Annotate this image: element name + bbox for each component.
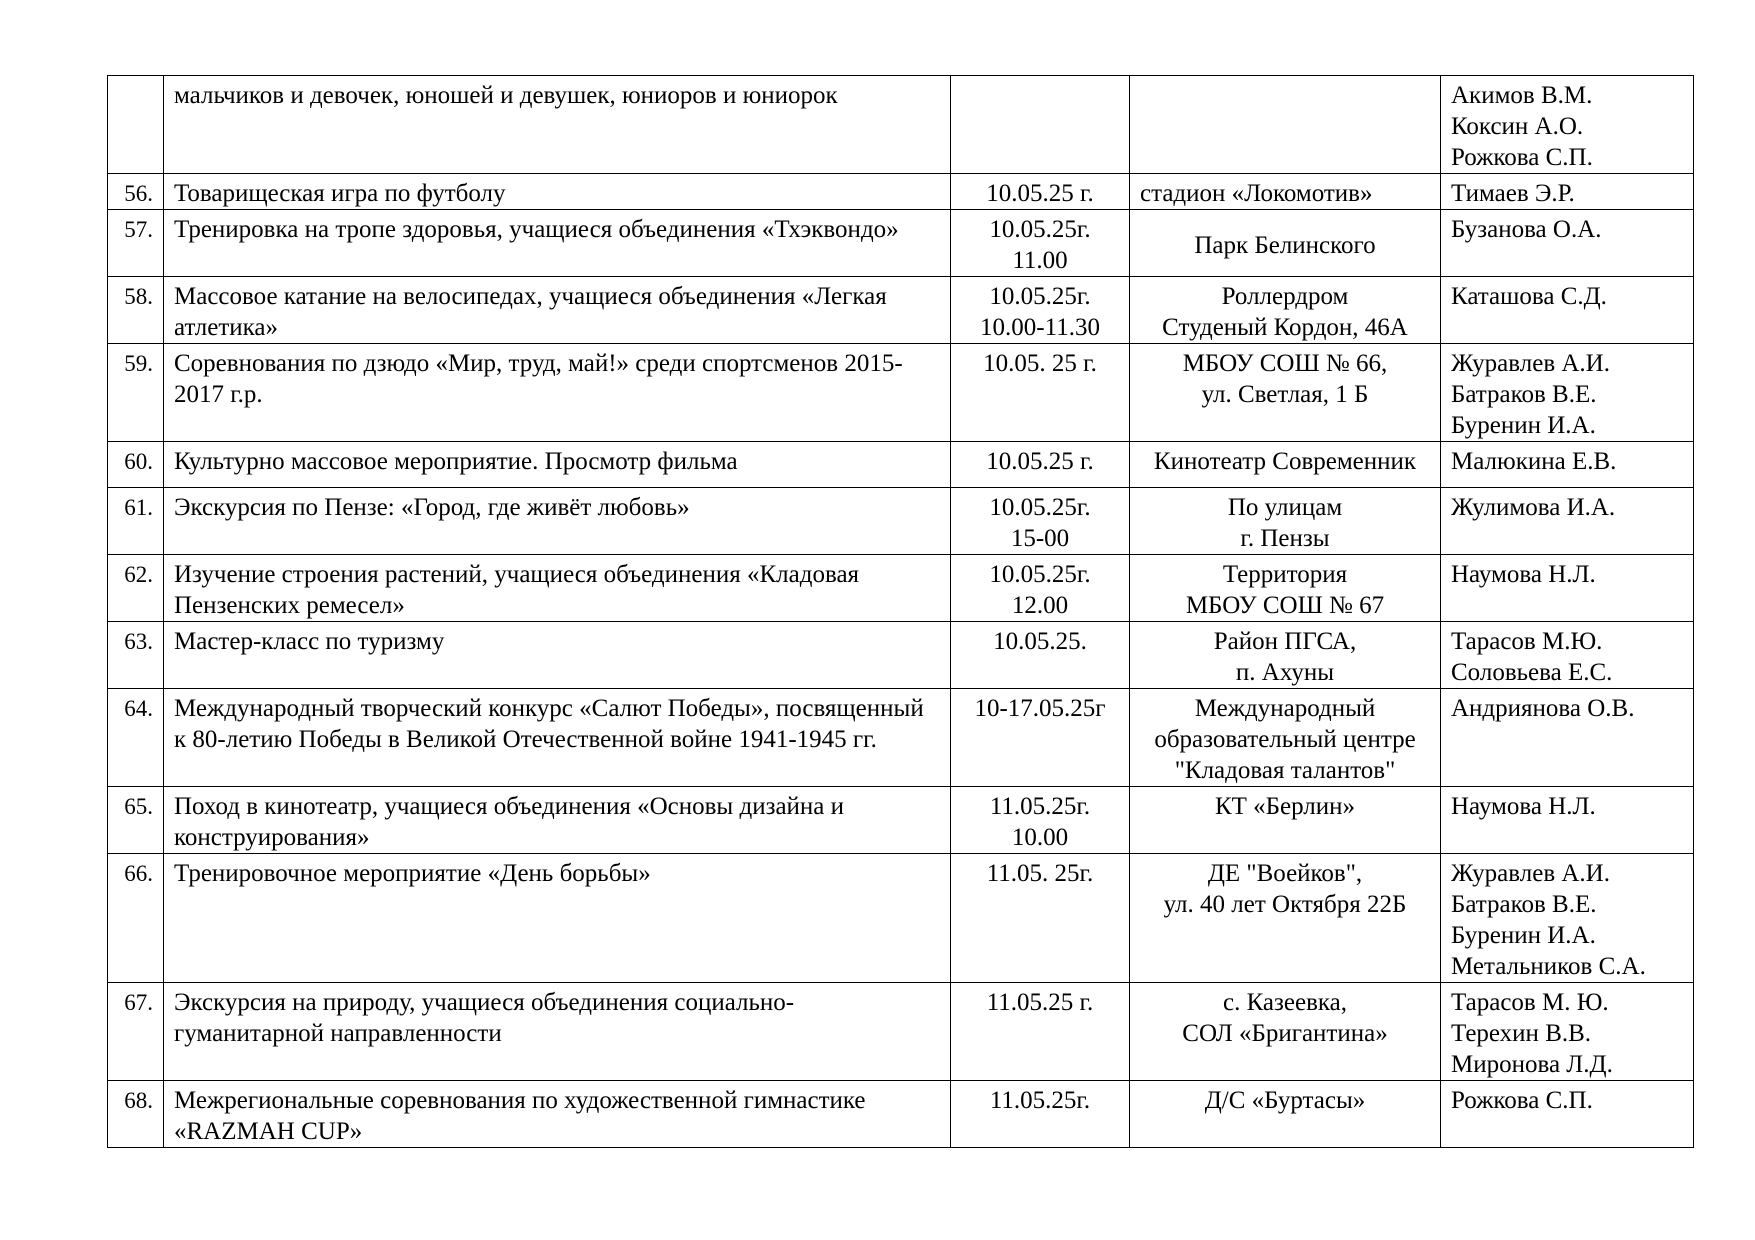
place-cell: [1130, 689, 1441, 787]
row-number-cell: 65.: [108, 787, 164, 854]
event-cell: [164, 689, 951, 787]
responsible-line: Журавлев А.И.: [1451, 350, 1610, 377]
responsible-line: Терехин В.В.: [1451, 1020, 1592, 1047]
responsible-cell: [1441, 854, 1694, 983]
event-line: Изучение строения растений, учащиеся объединения «Кладовая Пензенских ремесел»: [174, 561, 860, 619]
place-line: Район ПГСА,: [1213, 628, 1357, 655]
place-cell: [1130, 622, 1441, 689]
event-line: Мастер-класс по туризму: [174, 628, 445, 655]
place-cell: [1130, 442, 1441, 488]
event-cell: [164, 983, 951, 1081]
responsible-line: Буренин И.А.: [1451, 922, 1596, 949]
date-cell: [951, 555, 1130, 622]
responsible-cell: [1441, 76, 1694, 174]
responsible-cell: [1441, 622, 1694, 689]
responsible-line: Тарасов М.Ю.: [1451, 628, 1603, 655]
date-line: 10.05.25г.: [989, 561, 1091, 588]
date-cell: [951, 76, 1130, 174]
table-row: [108, 555, 1694, 622]
place-line: "Кладовая талантов": [1174, 757, 1396, 784]
event-cell: [164, 1081, 951, 1148]
place-line: г. Пензы: [1240, 525, 1330, 552]
place-line: МБОУ СОШ № 66,: [1182, 350, 1388, 377]
date-cell: [951, 622, 1130, 689]
event-cell: [164, 854, 951, 983]
row-number-cell: 59.: [108, 344, 164, 442]
events-table: [107, 75, 1694, 1148]
date-line: 11.00: [1012, 247, 1068, 274]
date-cell: [951, 488, 1130, 555]
responsible-line: Батраков В.Е.: [1451, 381, 1597, 408]
responsible-cell: [1441, 488, 1694, 555]
event-line: Культурно массовое мероприятие. Просмотр фильма: [174, 448, 738, 475]
event-line: Соревнования по дзюдо «Мир, труд, май!» среди спортсменов 2015-2017 г.р.: [174, 350, 903, 408]
date-line: 12.00: [1011, 592, 1069, 619]
responsible-line: Тарасов М. Ю.: [1451, 989, 1609, 1016]
row-number-cell: 68.: [108, 1081, 164, 1148]
event-line: Массовое катание на велосипедах, учащиеся объединения «Легкая атлетика»: [174, 283, 887, 341]
table-row: [108, 442, 1694, 488]
event-cell: [164, 174, 951, 210]
place-cell: [1130, 488, 1441, 555]
responsible-cell: [1441, 174, 1694, 210]
date-line: 10.05. 25 г.: [983, 350, 1097, 377]
date-line: 15-00: [1010, 525, 1070, 552]
date-line: 10.05.25.: [993, 628, 1087, 655]
table-row: [108, 174, 1694, 210]
place-line: Международный: [1194, 695, 1376, 722]
place-line: с. Казеевка,: [1222, 989, 1348, 1016]
table-row: [108, 854, 1694, 983]
responsible-line: Каташова С.Д.: [1451, 283, 1607, 310]
place-cell: [1130, 174, 1441, 210]
date-line: 10.05.25 г.: [986, 180, 1094, 207]
responsible-line: Малюкина Е.В.: [1451, 448, 1617, 475]
place-line: МБОУ СОШ № 67: [1185, 592, 1385, 619]
date-cell: [951, 442, 1130, 488]
place-line: п. Ахуны: [1235, 659, 1335, 686]
date-cell: [951, 210, 1130, 277]
responsible-cell: [1441, 210, 1694, 277]
table-row: [108, 689, 1694, 787]
place-cell: [1130, 1081, 1441, 1148]
date-line: 10.00: [1011, 824, 1069, 851]
place-line: СОЛ «Бригантина»: [1182, 1020, 1388, 1047]
place-line: стадион «Локомотив»: [1140, 180, 1373, 207]
place-line: Студеный Кордон, 46А: [1162, 314, 1408, 341]
event-line: Тренировочное мероприятие «День борьбы»: [174, 860, 651, 887]
date-line: 10.00-11.30: [980, 314, 1100, 341]
event-line: Экскурсия по Пензе: «Город, где живёт любовь»: [174, 494, 690, 521]
row-number-cell: 61.: [108, 488, 164, 555]
date-line: 10.05.25г.: [989, 216, 1091, 243]
responsible-line: Наумова Н.Л.: [1451, 793, 1596, 820]
date-line: 11.05.25г.: [989, 793, 1091, 820]
table-row: [108, 1081, 1694, 1148]
table-row: [108, 277, 1694, 344]
responsible-cell: [1441, 983, 1694, 1081]
place-cell: [1130, 854, 1441, 983]
event-line: Экскурсия на природу, учащиеся объединения социально-гуманитарной направленности: [174, 989, 795, 1047]
event-cell: [164, 442, 951, 488]
date-line: 10.05.25г.: [989, 494, 1091, 521]
date-line: 11.05.25г.: [989, 1087, 1091, 1114]
place-line: Парк Белинского: [1194, 231, 1376, 259]
events-table-body: [108, 76, 1694, 1148]
responsible-line: Рожкова С.П.: [1451, 1087, 1593, 1114]
responsible-cell: [1441, 689, 1694, 787]
responsible-cell: [1441, 442, 1694, 488]
responsible-line: Тимаев Э.Р.: [1451, 180, 1575, 207]
responsible-line: Бузанова О.А.: [1451, 216, 1602, 243]
date-line: 10-17.05.25г: [974, 695, 1106, 722]
event-cell: [164, 210, 951, 277]
event-line: Межрегиональные соревнования по художественной гимнастике «RAZMAH CUP»: [174, 1087, 866, 1145]
place-line: ул. Светлая, 1 Б: [1201, 381, 1369, 408]
place-line: ул. 40 лет Октября 22Б: [1163, 891, 1407, 918]
place-line: Кинотеатр Современник: [1153, 448, 1417, 475]
responsible-line: Метальников С.А.: [1451, 953, 1646, 980]
row-number-cell: 63.: [108, 622, 164, 689]
date-cell: [951, 1081, 1130, 1148]
date-line: 10.05.25г.: [989, 283, 1091, 310]
row-number-cell: 60.: [108, 442, 164, 488]
responsible-cell: [1441, 555, 1694, 622]
event-line: Поход в кинотеатр, учащиеся объединения «Основы дизайна и конструирования»: [174, 793, 845, 851]
place-cell: [1130, 787, 1441, 854]
place-cell: [1130, 277, 1441, 344]
table-row: [108, 344, 1694, 442]
event-cell: [164, 76, 951, 174]
row-number-cell: 66.: [108, 854, 164, 983]
row-number-cell: 58.: [108, 277, 164, 344]
place-line: Территория: [1222, 561, 1348, 588]
responsible-line: Соловьева Е.С.: [1451, 659, 1613, 686]
date-cell: [951, 174, 1130, 210]
place-line: ДЕ "Воейков",: [1207, 860, 1363, 887]
date-cell: [951, 787, 1130, 854]
responsible-line: Андриянова О.В.: [1451, 695, 1635, 722]
responsible-cell: [1441, 277, 1694, 344]
responsible-line: Миронова Л.Д.: [1451, 1051, 1613, 1078]
row-number-cell: 56.: [108, 174, 164, 210]
date-cell: [951, 344, 1130, 442]
event-cell: [164, 787, 951, 854]
date-cell: [951, 277, 1130, 344]
event-cell: [164, 277, 951, 344]
place-line: образовательный центре: [1154, 726, 1416, 753]
date-line: 11.05.25 г.: [986, 989, 1094, 1016]
event-line: Товарищеская игра по футболу: [174, 180, 506, 207]
responsible-cell: [1441, 344, 1694, 442]
place-cell: [1130, 210, 1441, 277]
place-line: КТ «Берлин»: [1214, 793, 1356, 820]
row-number-cell: 67.: [108, 983, 164, 1081]
responsible-line: Журавлев А.И.: [1451, 860, 1610, 887]
row-number-cell: [108, 76, 164, 174]
table-row: [108, 210, 1694, 277]
date-cell: [951, 689, 1130, 787]
place-cell: [1130, 76, 1441, 174]
responsible-cell: [1441, 1081, 1694, 1148]
table-row: [108, 787, 1694, 854]
date-line: 11.05. 25г.: [986, 860, 1094, 887]
place-cell: [1130, 555, 1441, 622]
table-row: [108, 488, 1694, 555]
responsible-line: Коксин А.О.: [1451, 113, 1584, 140]
table-row: [108, 983, 1694, 1081]
responsible-line: Наумова Н.Л.: [1451, 561, 1596, 588]
responsible-line: Рожкова С.П.: [1451, 144, 1593, 171]
event-line: Тренировка на тропе здоровья, учащиеся объединения «Тхэквондо»: [174, 216, 899, 243]
place-line: Роллердром: [1221, 283, 1349, 310]
row-number-cell: 62.: [108, 555, 164, 622]
event-cell: [164, 344, 951, 442]
place-cell: [1130, 344, 1441, 442]
responsible-cell: [1441, 787, 1694, 854]
event-line: Международный творческий конкурс «Салют Победы», посвященный к 80-летию Победы в Великой Отечественной войне 1941-1945 гг.: [174, 695, 924, 753]
date-cell: [951, 854, 1130, 983]
responsible-line: Акимов В.М.: [1451, 82, 1593, 109]
responsible-line: Буренин И.А.: [1451, 412, 1596, 439]
place-line: По улицам: [1227, 494, 1343, 521]
responsible-line: Батраков В.Е.: [1451, 891, 1597, 918]
date-cell: [951, 983, 1130, 1081]
row-number-cell: 57.: [108, 210, 164, 277]
event-cell: [164, 622, 951, 689]
place-cell: [1130, 983, 1441, 1081]
table-row: [108, 76, 1694, 174]
event-line: мальчиков и девочек, юношей и девушек, юниоров и юниорок: [174, 82, 838, 109]
event-cell: [164, 488, 951, 555]
responsible-line: Жулимова И.А.: [1451, 494, 1616, 521]
date-line: 10.05.25 г.: [986, 448, 1094, 475]
table-row: [108, 622, 1694, 689]
row-number-cell: 64.: [108, 689, 164, 787]
event-cell: [164, 555, 951, 622]
place-line: Д/С «Буртасы»: [1204, 1087, 1366, 1114]
